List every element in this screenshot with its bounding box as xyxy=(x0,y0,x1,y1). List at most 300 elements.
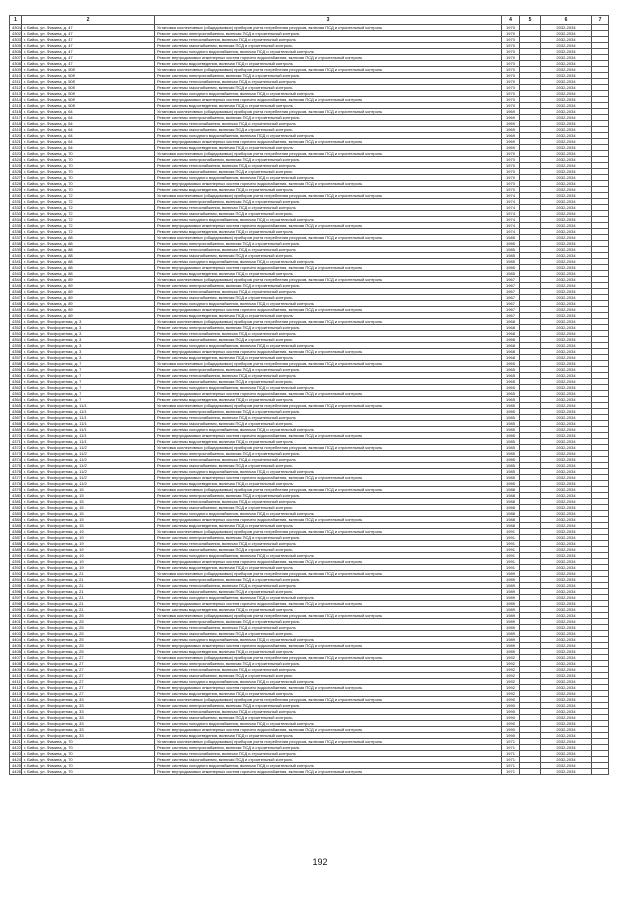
row-number: 4393 xyxy=(10,571,22,577)
period-cell: 2032-2034 xyxy=(541,703,592,709)
work-type-cell: Ремонт системы электроснабжения, включая ПСД и строительный контроль xyxy=(155,703,502,709)
address-cell: г. Бийск, ул. Фосфоритная, д. 27 xyxy=(22,661,155,667)
work-type-cell: Ремонт системы водоотведения, включая ПСД и строительный контроль xyxy=(155,103,502,109)
year-cell: 1990 xyxy=(502,733,520,739)
row-number: 4399 xyxy=(10,607,22,613)
period-cell: 2032-2034 xyxy=(541,139,592,145)
year-cell: 1988 xyxy=(502,493,520,499)
address-cell: г. Бийск, ул. Фосфоритная, д. 27 xyxy=(22,691,155,697)
work-type-cell: Ремонт системы газоснабжения, включая ПСД и строительный контроль xyxy=(155,379,502,385)
period-cell: 2032-2034 xyxy=(541,601,592,607)
period-cell: 2032-2034 xyxy=(541,43,592,49)
year-cell: 1992 xyxy=(502,679,520,685)
address-cell: г. Бийск, ул. Фомина, д. 70 xyxy=(22,157,155,163)
period-cell: 2032-2034 xyxy=(541,247,592,253)
period-cell: 2032-2034 xyxy=(541,439,592,445)
work-type-cell: Ремонт системы водоотведения, включая ПСД и строительный контроль xyxy=(155,187,502,193)
work-type-cell: Ремонт системы электроснабжения, включая ПСД и строительный контроль xyxy=(155,535,502,541)
address-cell: г. Бийск, ул. Фосфоритная, д. 15 xyxy=(22,499,155,505)
address-cell: г. Бийск, ул. Фосфоритная, д. 33 xyxy=(22,721,155,727)
year-cell: 1985 xyxy=(502,247,520,253)
year-cell: 1968 xyxy=(502,325,520,331)
period-cell: 2032-2034 xyxy=(541,523,592,529)
work-type-cell: Ремонт внутридомовых инженерных систем горячего водоснабжения, включая ПСД и строительный контроль xyxy=(155,475,502,481)
period-cell: 2032-2034 xyxy=(541,757,592,763)
address-cell: г. Бийск, ул. Фосфоритная, д. 21 xyxy=(22,589,155,595)
period-cell: 2032-2034 xyxy=(541,505,592,511)
period-cell: 2032-2034 xyxy=(541,61,592,67)
year-cell: 1970 xyxy=(502,163,520,169)
year-cell: 1970 xyxy=(502,61,520,67)
year-cell: 1989 xyxy=(502,625,520,631)
period-cell: 2032-2034 xyxy=(541,97,592,103)
work-type-cell: Ремонт системы теплоснабжения, включая ПСД и строительный контроль xyxy=(155,247,502,253)
year-cell: 1989 xyxy=(502,607,520,613)
year-cell: 1985 xyxy=(502,433,520,439)
row-number: 4377 xyxy=(10,475,22,481)
row-number: 4419 xyxy=(10,727,22,733)
address-cell: г. Бийск, ул. Фомина, д. 89 xyxy=(22,283,155,289)
period-cell: 2032-2034 xyxy=(541,379,592,385)
work-type-cell: Ремонт системы газоснабжения, включая ПСД и строительный контроль xyxy=(155,169,502,175)
year-cell: 1985 xyxy=(502,403,520,409)
year-cell: 1992 xyxy=(502,667,520,673)
period-cell: 2032-2034 xyxy=(541,355,592,361)
period-cell: 2032-2034 xyxy=(541,253,592,259)
address-cell: г. Бийск, ул. Фомина, д. 88 xyxy=(22,265,155,271)
year-cell: 1989 xyxy=(502,619,520,625)
row-number: 4366 xyxy=(10,409,22,415)
row-number: 4396 xyxy=(10,589,22,595)
period-cell: 2032-2034 xyxy=(541,607,592,613)
address-cell: г. Бийск, ул. Фомина, д. 50б xyxy=(22,73,155,79)
row-number: 4362 xyxy=(10,385,22,391)
work-type-cell: Ремонт системы водоотведения, включая ПСД и строительный контроль xyxy=(155,271,502,277)
period-cell: 2032-2034 xyxy=(541,715,592,721)
work-type-cell: Ремонт системы газоснабжения, включая ПСД и строительный контроль xyxy=(155,673,502,679)
address-cell: г. Бийск, ул. Фосфоритная, д. 33 xyxy=(22,703,155,709)
year-cell: 1989 xyxy=(502,601,520,607)
address-cell: г. Бийск, ул. Фосфоритная, д. 33 xyxy=(22,709,155,715)
work-type-cell: Установка коллективных (общедомовых) приборов учета потребления ресурсов, включая ПСД и строительный контроль xyxy=(155,67,502,73)
address-cell: г. Бийск, ул. Фосфоритная, д. 11/2 xyxy=(22,475,155,481)
work-type-cell: Ремонт системы водоотведения, включая ПСД и строительный контроль xyxy=(155,523,502,529)
year-cell: 1985 xyxy=(502,241,520,247)
year-cell: 1970 xyxy=(502,79,520,85)
row-number: 4352 xyxy=(10,325,22,331)
row-number: 4370 xyxy=(10,433,22,439)
row-number: 4336 xyxy=(10,229,22,235)
year-cell: 1970 xyxy=(502,103,520,109)
row-number: 4390 xyxy=(10,553,22,559)
work-type-cell: Ремонт системы теплоснабжения, включая ПСД и строительный контроль xyxy=(155,625,502,631)
period-cell: 2032-2034 xyxy=(541,571,592,577)
address-cell: г. Бийск, ул. Фомина, д. 72 xyxy=(22,229,155,235)
row-number: 4331 xyxy=(10,199,22,205)
row-number: 4405 xyxy=(10,643,22,649)
period-cell: 2032-2034 xyxy=(541,277,592,283)
address-cell: г. Бийск, ул. Фосфоритная, д. 15 xyxy=(22,493,155,499)
work-type-cell: Ремонт системы газоснабжения, включая ПСД и строительный контроль xyxy=(155,253,502,259)
year-cell: 1969 xyxy=(502,121,520,127)
row-number: 4418 xyxy=(10,721,22,727)
period-cell: 2032-2034 xyxy=(541,691,592,697)
address-cell: г. Бийск, ул. Фосфоритная, д. 11/2 xyxy=(22,445,155,451)
year-cell: 1988 xyxy=(502,487,520,493)
year-cell: 1967 xyxy=(502,313,520,319)
period-cell: 2032-2034 xyxy=(541,481,592,487)
period-cell: 2032-2034 xyxy=(541,385,592,391)
row-number: 4398 xyxy=(10,601,22,607)
work-type-cell: Ремонт внутридомовых инженерных систем горячего водоснабжения, включая ПСД и строительный контроль xyxy=(155,685,502,691)
work-type-cell: Ремонт системы водоотведения, включая ПСД и строительный контроль xyxy=(155,691,502,697)
row-number: 4306 xyxy=(10,49,22,55)
address-cell: г. Бийск, ул. Фомина, д. 70 xyxy=(22,757,155,763)
address-cell: г. Бийск, ул. Фомина, д. 72 xyxy=(22,211,155,217)
row-number: 4385 xyxy=(10,523,22,529)
period-cell: 2032-2034 xyxy=(541,553,592,559)
page-number: 192 xyxy=(312,857,328,867)
year-cell: 1985 xyxy=(502,457,520,463)
period-cell: 2032-2034 xyxy=(541,373,592,379)
work-type-cell: Ремонт системы газоснабжения, включая ПСД и строительный контроль xyxy=(155,463,502,469)
address-cell: г. Бийск, ул. Фомина, д. 89 xyxy=(22,277,155,283)
address-cell: г. Бийск, ул. Фомина, д. 47 xyxy=(22,43,155,49)
work-type-cell: Ремонт системы газоснабжения, включая ПСД и строительный контроль xyxy=(155,715,502,721)
year-cell: 1985 xyxy=(502,475,520,481)
address-cell: г. Бийск, ул. Фомина, д. 50б xyxy=(22,103,155,109)
address-cell: г. Бийск, ул. Фомина, д. 89 xyxy=(22,289,155,295)
work-type-cell: Ремонт системы водоотведения, включая ПСД и строительный контроль xyxy=(155,355,502,361)
period-cell: 2032-2034 xyxy=(541,79,592,85)
work-type-cell: Ремонт системы теплоснабжения, включая ПСД и строительный контроль xyxy=(155,583,502,589)
row-number: 4311 xyxy=(10,79,22,85)
row-number: 4414 xyxy=(10,697,22,703)
period-cell: 2032-2034 xyxy=(541,403,592,409)
work-type-cell: Ремонт системы водоотведения, включая ПСД и строительный контроль xyxy=(155,397,502,403)
year-cell: 1969 xyxy=(502,145,520,151)
address-cell: г. Бийск, ул. Фосфоритная, д. 19 xyxy=(22,535,155,541)
work-type-cell: Ремонт системы газоснабжения, включая ПСД и строительный контроль xyxy=(155,589,502,595)
period-cell: 2032-2034 xyxy=(541,199,592,205)
year-cell: 1969 xyxy=(502,133,520,139)
row-number: 4388 xyxy=(10,541,22,547)
row-number: 4376 xyxy=(10,469,22,475)
address-cell: г. Бийск, ул. Фосфоритная, д. 11/2 xyxy=(22,463,155,469)
column-number-row xyxy=(10,16,609,25)
row-number: 4325 xyxy=(10,163,22,169)
address-cell: г. Бийск, ул. Фосфоритная, д. 15 xyxy=(22,487,155,493)
year-cell: 1989 xyxy=(502,571,520,577)
address-cell: г. Бийск, ул. Фосфоритная, д. 7 xyxy=(22,361,155,367)
row-number: 4349 xyxy=(10,307,22,313)
row-number: 4359 xyxy=(10,367,22,373)
work-type-cell: Ремонт внутридомовых инженерных систем горячего водоснабжения, включая ПСД и строительный контроль xyxy=(155,307,502,313)
row-number: 4326 xyxy=(10,169,22,175)
work-type-cell: Установка коллективных (общедомовых) приборов учета потребления ресурсов, включая ПСД и строительный контроль xyxy=(155,403,502,409)
period-cell: 2032-2034 xyxy=(541,223,592,229)
row-number: 4411 xyxy=(10,679,22,685)
year-cell: 1970 xyxy=(502,73,520,79)
year-cell: 1991 xyxy=(502,553,520,559)
address-cell: г. Бийск, ул. Фосфоритная, д. 15 xyxy=(22,511,155,517)
address-cell: г. Бийск, ул. Фосфоритная, д. 25 xyxy=(22,637,155,643)
period-cell: 2032-2034 xyxy=(541,457,592,463)
row-number: 4302 xyxy=(10,31,22,37)
row-number: 4338 xyxy=(10,241,22,247)
year-cell: 1967 xyxy=(502,301,520,307)
row-number: 4347 xyxy=(10,295,22,301)
year-cell: 1974 xyxy=(502,199,520,205)
period-cell: 2032-2034 xyxy=(541,625,592,631)
address-cell: г. Бийск, ул. Фосфоритная, д. 21 xyxy=(22,595,155,601)
address-cell: г. Бийск, ул. Фосфоритная, д. 27 xyxy=(22,667,155,673)
period-cell: 2032-2034 xyxy=(541,619,592,625)
year-cell: 1985 xyxy=(502,235,520,241)
address-cell: г. Бийск, ул. Фомина, д. 70 xyxy=(22,739,155,745)
year-cell: 1985 xyxy=(502,265,520,271)
period-cell: 2032-2034 xyxy=(541,295,592,301)
row-number: 4387 xyxy=(10,535,22,541)
row-number: 4407 xyxy=(10,655,22,661)
year-cell: 1970 xyxy=(502,181,520,187)
period-cell: 2032-2034 xyxy=(541,415,592,421)
work-type-cell: Ремонт системы холодного водоснабжения, включая ПСД и строительный контроль xyxy=(155,637,502,643)
period-cell: 2032-2034 xyxy=(541,49,592,55)
work-type-cell: Ремонт системы холодного водоснабжения, включая ПСД и строительный контроль xyxy=(155,679,502,685)
work-type-cell: Ремонт системы электроснабжения, включая ПСД и строительный контроль xyxy=(155,241,502,247)
work-type-cell: Ремонт системы теплоснабжения, включая ПСД и строительный контроль xyxy=(155,373,502,379)
period-cell: 2032-2034 xyxy=(541,91,592,97)
address-cell: г. Бийск, ул. Фомина, д. 70 xyxy=(22,169,155,175)
row-number: 4392 xyxy=(10,565,22,571)
year-cell: 1991 xyxy=(502,547,520,553)
address-cell: г. Бийск, ул. Фосфоритная, д. 21 xyxy=(22,577,155,583)
address-cell: г. Бийск, ул. Фосфоритная, д. 11/1 xyxy=(22,433,155,439)
address-cell: г. Бийск, ул. Фосфоритная, д. 19 xyxy=(22,541,155,547)
row-number: 4341 xyxy=(10,259,22,265)
period-cell: 2032-2034 xyxy=(541,349,592,355)
year-cell: 1989 xyxy=(502,583,520,589)
row-number: 4319 xyxy=(10,127,22,133)
address-cell: г. Бийск, ул. Фосфоритная, д. 15 xyxy=(22,523,155,529)
work-type-cell: Ремонт системы теплоснабжения, включая ПСД и строительный контроль xyxy=(155,205,502,211)
address-cell: г. Бийск, ул. Фосфоритная, д. 21 xyxy=(22,571,155,577)
period-cell: 2032-2034 xyxy=(541,475,592,481)
address-cell: г. Бийск, ул. Фосфоритная, д. 25 xyxy=(22,619,155,625)
work-type-cell: Ремонт системы газоснабжения, включая ПСД и строительный контроль xyxy=(155,421,502,427)
year-cell: 1991 xyxy=(502,559,520,565)
row-number: 4353 xyxy=(10,331,22,337)
work-type-cell: Установка коллективных (общедомовых) приборов учета потребления ресурсов, включая ПСД и строительный контроль xyxy=(155,571,502,577)
work-type-cell: Ремонт системы холодного водоснабжения, включая ПСД и строительный контроль xyxy=(155,721,502,727)
work-type-cell: Ремонт системы газоснабжения, включая ПСД и строительный контроль xyxy=(155,43,502,49)
row-number: 4412 xyxy=(10,685,22,691)
work-type-cell: Ремонт системы газоснабжения, включая ПСД и строительный контроль xyxy=(155,127,502,133)
address-cell: г. Бийск, ул. Фомина, д. 89 xyxy=(22,307,155,313)
work-type-cell: Ремонт системы теплоснабжения, включая ПСД и строительный контроль xyxy=(155,499,502,505)
row-number: 4415 xyxy=(10,703,22,709)
period-cell: 2032-2034 xyxy=(541,463,592,469)
period-cell: 2032-2034 xyxy=(541,511,592,517)
row-number: 4372 xyxy=(10,445,22,451)
row-number: 4305 xyxy=(10,43,22,49)
year-cell: 1974 xyxy=(502,211,520,217)
year-cell: 1974 xyxy=(502,223,520,229)
period-cell: 2032-2034 xyxy=(541,391,592,397)
row-number: 4422 xyxy=(10,745,22,751)
work-type-cell: Ремонт внутридомовых инженерных систем горячего водоснабжения, включая ПСД и строительный контроль xyxy=(155,517,502,523)
row-number: 4406 xyxy=(10,649,22,655)
year-cell: 1989 xyxy=(502,643,520,649)
work-type-cell: Ремонт внутридомовых инженерных систем горячего водоснабжения, включая ПСД и строительный контроль xyxy=(155,265,502,271)
period-cell: 2032-2034 xyxy=(541,487,592,493)
column-number: 2 xyxy=(22,16,155,25)
period-cell: 2032-2034 xyxy=(541,109,592,115)
period-cell: 2032-2034 xyxy=(541,31,592,37)
address-cell: г. Бийск, ул. Фосфоритная, д. 11/2 xyxy=(22,469,155,475)
address-cell: г. Бийск, ул. Фосфоритная, д. 25 xyxy=(22,643,155,649)
period-cell: 2032-2034 xyxy=(541,559,592,565)
year-cell: 1969 xyxy=(502,127,520,133)
row-number: 4303 xyxy=(10,37,22,43)
address-cell: г. Бийск, ул. Фосфоритная, д. 7 xyxy=(22,397,155,403)
work-type-cell: Ремонт системы теплоснабжения, включая ПСД и строительный контроль xyxy=(155,37,502,43)
year-cell: 1969 xyxy=(502,139,520,145)
year-cell: 1970 xyxy=(502,97,520,103)
address-cell: г. Бийск, ул. Фомина, д. 89 xyxy=(22,295,155,301)
row-number: 4313 xyxy=(10,91,22,97)
row-number: 4332 xyxy=(10,205,22,211)
address-cell: г. Бийск, ул. Фомина, д. 70 xyxy=(22,151,155,157)
row-number: 4421 xyxy=(10,739,22,745)
address-cell: г. Бийск, ул. Фомина, д. 70 xyxy=(22,763,155,769)
address-cell: г. Бийск, ул. Фосфоритная, д. 11/2 xyxy=(22,457,155,463)
row-number: 4304 xyxy=(10,25,22,31)
period-cell: 2032-2034 xyxy=(541,709,592,715)
row-number: 4315 xyxy=(10,103,22,109)
address-cell: г. Бийск, ул. Фомина, д. 88 xyxy=(22,259,155,265)
address-cell: г. Бийск, ул. Фосфоритная, д. 11/2 xyxy=(22,451,155,457)
year-cell: 1971 xyxy=(502,751,520,757)
period-cell: 2032-2034 xyxy=(541,361,592,367)
row-number: 4360 xyxy=(10,373,22,379)
address-cell: г. Бийск, ул. Фосфоритная, д. 3 xyxy=(22,355,155,361)
period-cell: 2032-2034 xyxy=(541,745,592,751)
row-number: 4425 xyxy=(10,763,22,769)
period-cell: 2032-2034 xyxy=(541,685,592,691)
period-cell: 2032-2034 xyxy=(541,493,592,499)
period-cell: 2032-2034 xyxy=(541,589,592,595)
row-number: 4344 xyxy=(10,277,22,283)
address-cell: г. Бийск, ул. Фомина, д. 47 xyxy=(22,61,155,67)
row-number: 4343 xyxy=(10,271,22,277)
work-type-cell: Ремонт системы водоотведения, включая ПСД и строительный контроль xyxy=(155,607,502,613)
work-type-cell: Ремонт системы электроснабжения, включая ПСД и строительный контроль xyxy=(155,31,502,37)
row-number: 4382 xyxy=(10,505,22,511)
row-number: 4316 xyxy=(10,109,22,115)
year-cell: 1968 xyxy=(502,343,520,349)
address-cell: г. Бийск, ул. Фомина, д. 47 xyxy=(22,31,155,37)
period-cell: 2032-2034 xyxy=(541,331,592,337)
row-number: 4423 xyxy=(10,751,22,757)
year-cell: 1989 xyxy=(502,595,520,601)
work-type-cell: Ремонт системы электроснабжения, включая ПСД и строительный контроль xyxy=(155,745,502,751)
work-type-cell: Ремонт системы электроснабжения, включая ПСД и строительный контроль xyxy=(155,157,502,163)
work-type-cell: Установка коллективных (общедомовых) приборов учета потребления ресурсов, включая ПСД и строительный контроль xyxy=(155,697,502,703)
address-cell: г. Бийск, ул. Фомина, д. 70 xyxy=(22,175,155,181)
row-number: 4310 xyxy=(10,73,22,79)
period-cell: 2032-2034 xyxy=(541,37,592,43)
year-cell: 1989 xyxy=(502,577,520,583)
work-type-cell: Ремонт системы холодного водоснабжения, включая ПСД и строительный контроль xyxy=(155,301,502,307)
year-cell: 1967 xyxy=(502,289,520,295)
row-number: 4346 xyxy=(10,289,22,295)
row-number: 4327 xyxy=(10,175,22,181)
row-number: 4383 xyxy=(10,511,22,517)
period-cell: 2032-2034 xyxy=(541,727,592,733)
period-cell: 2032-2034 xyxy=(541,121,592,127)
work-type-cell: Ремонт системы теплоснабжения, включая ПСД и строительный контроль xyxy=(155,751,502,757)
year-cell: 1985 xyxy=(502,421,520,427)
period-cell: 2032-2034 xyxy=(541,127,592,133)
address-cell: г. Бийск, ул. Фосфоритная, д. 25 xyxy=(22,649,155,655)
year-cell: 1965 xyxy=(502,391,520,397)
work-type-cell: Ремонт системы холодного водоснабжения, включая ПСД и строительный контроль xyxy=(155,595,502,601)
work-type-cell: Ремонт системы газоснабжения, включая ПСД и строительный контроль xyxy=(155,547,502,553)
period-cell: 2032-2034 xyxy=(541,229,592,235)
address-cell: г. Бийск, ул. Фосфоритная, д. 3 xyxy=(22,325,155,331)
year-cell: 1967 xyxy=(502,283,520,289)
work-type-cell: Ремонт внутридомовых инженерных систем горячего водоснабжения, включая ПСД и строительный контроль xyxy=(155,97,502,103)
work-type-cell: Ремонт внутридомовых инженерных систем горячего водоснабжения, включая ПСД и строительный контроль xyxy=(155,181,502,187)
period-cell: 2032-2034 xyxy=(541,259,592,265)
address-cell: г. Бийск, ул. Фомина, д. 47 xyxy=(22,37,155,43)
year-cell: 1970 xyxy=(502,91,520,97)
row-number: 4416 xyxy=(10,709,22,715)
address-cell: г. Бийск, ул. Фосфоритная, д. 19 xyxy=(22,559,155,565)
period-cell: 2032-2034 xyxy=(541,271,592,277)
year-cell: 1988 xyxy=(502,499,520,505)
row-number: 4354 xyxy=(10,337,22,343)
address-cell: г. Бийск, ул. Фосфоритная, д. 11/1 xyxy=(22,439,155,445)
work-type-cell: Ремонт внутридомовых инженерных систем горячего водоснабжения, включая ПСД и строительный контроль xyxy=(155,559,502,565)
column-number: 4 xyxy=(502,16,520,25)
period-cell: 2032-2034 xyxy=(541,421,592,427)
year-cell: 1970 xyxy=(502,151,520,157)
year-cell: 1968 xyxy=(502,337,520,343)
row-number: 4402 xyxy=(10,625,22,631)
period-cell: 2032-2034 xyxy=(541,217,592,223)
year-cell: 1990 xyxy=(502,727,520,733)
work-type-cell: Ремонт системы электроснабжения, включая ПСД и строительный контроль xyxy=(155,577,502,583)
row-number: 4381 xyxy=(10,499,22,505)
period-cell: 2032-2034 xyxy=(541,613,592,619)
address-cell: г. Бийск, ул. Фосфоритная, д. 27 xyxy=(22,673,155,679)
row-number: 4368 xyxy=(10,421,22,427)
row-number: 4401 xyxy=(10,619,22,625)
work-type-cell: Установка коллективных (общедомовых) приборов учета потребления ресурсов, включая ПСД и строительный контроль xyxy=(155,529,502,535)
address-cell: г. Бийск, ул. Фомина, д. 70 xyxy=(22,751,155,757)
period-cell: 2032-2034 xyxy=(541,187,592,193)
address-cell: г. Бийск, ул. Фомина, д. 64 xyxy=(22,145,155,151)
year-cell: 1969 xyxy=(502,115,520,121)
year-cell: 1970 xyxy=(502,37,520,43)
period-cell: 2032-2034 xyxy=(541,325,592,331)
year-cell: 1985 xyxy=(502,415,520,421)
column-number: 3 xyxy=(155,16,502,25)
row-number: 4324 xyxy=(10,157,22,163)
